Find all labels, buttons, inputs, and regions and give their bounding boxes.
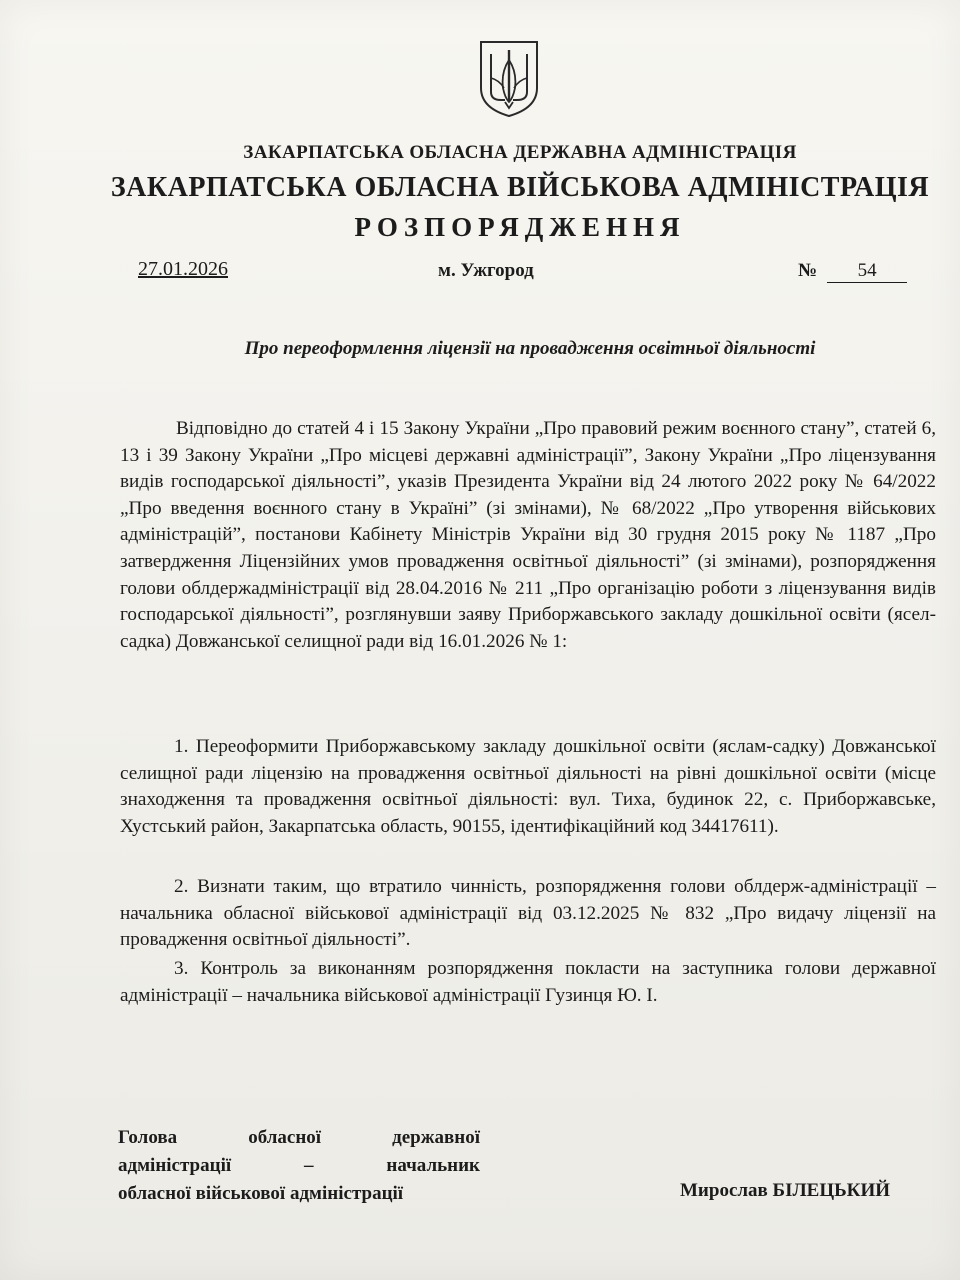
order-item-2: 2. Визнати таким, що втратило чинність, розпорядження голови облдерж-адміністрації – начальника обласної військової адміністрації від 03.12.2025 № 832 „Про видачу ліцензії на провадження освітньої діяльності”. [120, 876, 936, 951]
intro-paragraph: Відповідно до статей 4 і 15 Закону України „Про правовий режим воєнного стану”, статей 6, 13 і 39 Закону України „Про місцеві державні адміністрації”, Закону України „Про ліцензування видів господарської діяльності”, указів Президента України від 24 лютого 2022 року № 64/2022 „Про введення воєнного стану в Україні” (зі змінами), № 68/2022 „Про утворення військових адміністрацій”, постанови Кабінету Міністрів України від 30 грудня 2015 року № 1187 „Про затвердження Ліцензійних умов провадження освітньої діяльності” (зі змінами), розпорядження голови облдержадміністрації від 28.04.2016 № 211 „Про організацію роботи з ліцензування видів господарської діяльності”, розглянувши заяву Приборжавського закладу дошкільної освіти (ясел-садка) Довжанської селищної ради від 16.01.2026 № 1: [120, 418, 936, 652]
order-item-3: 3. Контроль за виконанням розпорядження покласти на заступника голови державної адміністрації – начальника військової адміністрації Гузинця Ю. І. [120, 958, 936, 1006]
signatory-title-line: Голова обласної державної [118, 1127, 480, 1148]
document-number [798, 260, 907, 283]
document-city: м. Ужгород [438, 260, 534, 281]
document-type-title: РОЗПОРЯДЖЕННЯ [354, 212, 686, 242]
trident-emblem-icon [477, 38, 541, 118]
signatory-name: Мирослав БІЛЕЦЬКИЙ [680, 1180, 891, 1201]
document-subject: Про переоформлення ліцензії на провадження освітньої діяльності [244, 338, 816, 359]
signatory-title-line: адміністрації – начальник [118, 1155, 480, 1176]
signatory-title [118, 1124, 480, 1208]
number-sign: № [798, 260, 818, 281]
military-administration-title: ЗАКАРПАТСЬКА ОБЛАСНА ВІЙСЬКОВА АДМІНІСТРАЦІЯ [110, 172, 930, 203]
signatory-title-line: обласної військової адміністрації [118, 1183, 404, 1204]
state-administration-title: ЗАКАРПАТСЬКА ОБЛАСНА ДЕРЖАВНА АДМІНІСТРАЦІЯ [243, 142, 797, 163]
document-date: 27.01.2026 [138, 258, 228, 280]
order-item-1: 1. Переоформити Приборжавському закладу дошкільної освіти (яслам-садку) Довжанської селищної ради ліцензію на провадження освітньої діяльності на рівні дошкільної освіти (місце знаходження та провадження освітньої діяльності: вул. Тиха, будинок 22, с. Приборжавське, Хустський район, Закарпатська область, 90155, ідентифікаційний код 34417611). [120, 736, 936, 837]
number-value: 54 [827, 260, 907, 283]
